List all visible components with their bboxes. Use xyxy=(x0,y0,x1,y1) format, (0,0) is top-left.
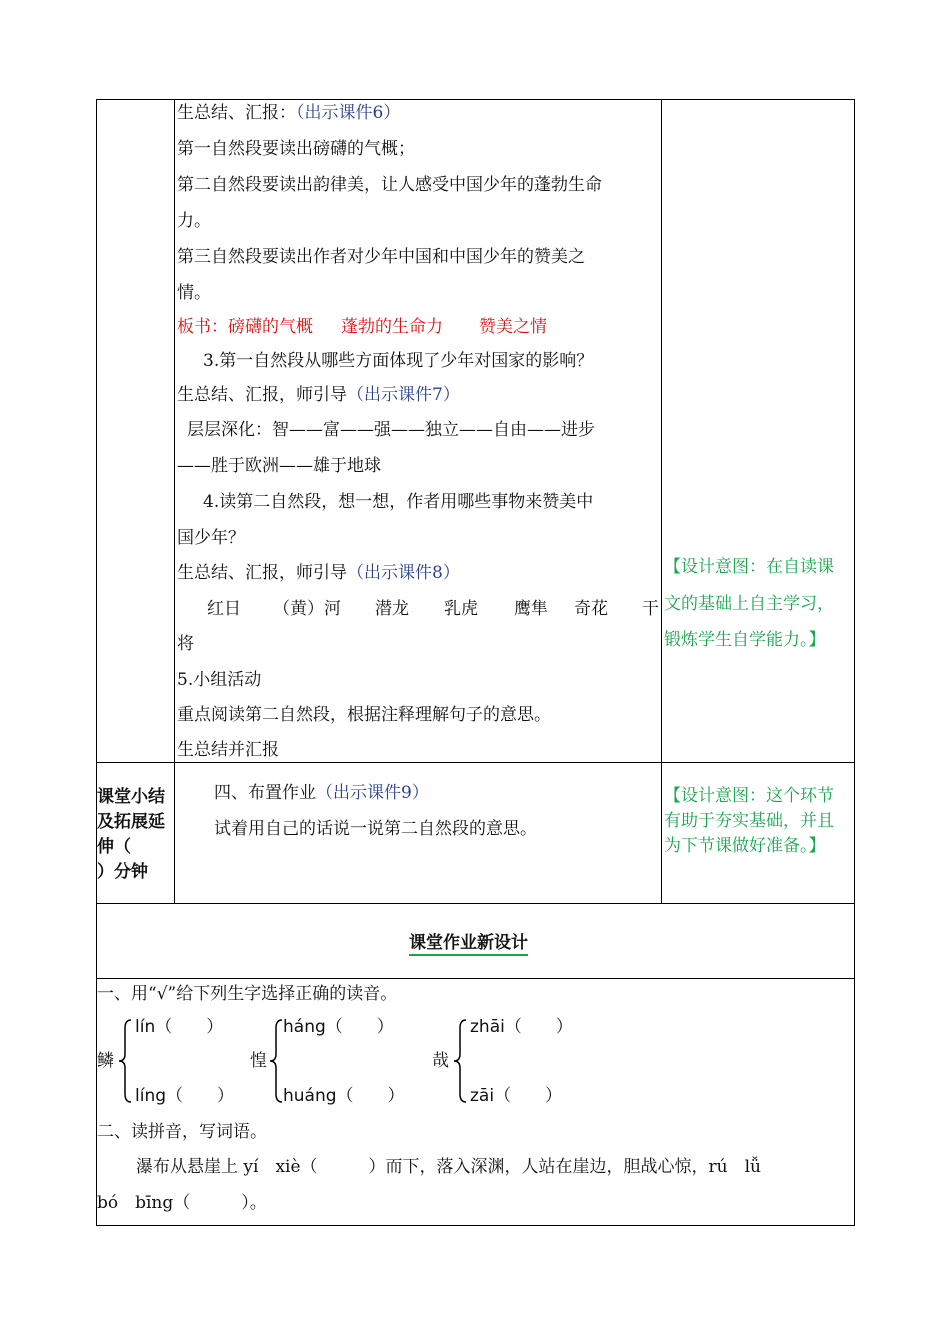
summary-line-1: 生总结、汇报：（出示课件6） xyxy=(177,103,401,123)
char-2: 惶 xyxy=(250,1051,267,1071)
question-5-desc: 重点阅读第二自然段，根据注释理解句子的意思。 xyxy=(177,705,551,725)
design-note-2-line-3: 为下节课做好准备。】 xyxy=(664,836,826,856)
char-3: 哉 xyxy=(432,1051,449,1071)
courseware-note-6: （出示课件6） xyxy=(296,103,401,123)
brace-icon-3 xyxy=(452,1018,468,1104)
design-note-1-line-3: 锻炼学生自学能力。】 xyxy=(664,630,826,650)
col-divider-1 xyxy=(174,99,175,904)
row-divider-3 xyxy=(96,978,855,979)
homework-q2: 二、读拼音，写词语。 xyxy=(97,1122,267,1142)
homework-q1: 一、用“√”给下列生字选择正确的读音。 xyxy=(97,984,398,1004)
summary-line-4: 力。 xyxy=(177,211,211,231)
row2-label-3: 伸（ xyxy=(97,837,131,857)
char-2-option-a: háng（ ） xyxy=(283,1017,394,1037)
summary-line-2: 第一自然段要读出磅礴的气概； xyxy=(177,139,415,159)
table-border-bottom xyxy=(96,1225,855,1226)
thing-3: 潜龙 xyxy=(375,599,409,619)
question-4-line-1: 4.读第二自然段，想一想，作者用哪些事物来赞美中 xyxy=(203,492,594,512)
board-notes: 板书：磅礴的气概 蓬勃的生命力 赞美之情 xyxy=(177,317,547,337)
design-note-1-line-1: 【设计意图：在自读课 xyxy=(664,557,834,577)
design-note-2-line-2: 有助于夯实基础，并且 xyxy=(664,811,834,831)
thing-2: （黄）河 xyxy=(273,599,341,619)
homework-title: 课堂作业新设计 xyxy=(409,932,528,956)
brace-icon-2 xyxy=(268,1018,284,1104)
char-2-option-b: huáng（ ） xyxy=(283,1086,405,1106)
thing-6: 奇花 xyxy=(574,599,608,619)
table-border-top xyxy=(96,99,855,100)
char-3-option-a: zhāi（ ） xyxy=(470,1017,573,1037)
homework-assign-desc: 试着用自己的话说一说第二自然段的意思。 xyxy=(214,819,537,839)
summary-line-3: 第二自然段要读出韵律美，让人感受中国少年的蓬勃生命 xyxy=(177,175,602,195)
char-1-option-a: lín（ ） xyxy=(135,1017,224,1037)
row-divider-1 xyxy=(96,762,855,763)
thing-7-cont: 将 xyxy=(177,634,194,654)
question-3-list-1: 层层深化：智——富——强——独立——自由——进步 xyxy=(187,420,595,440)
row2-label-4: ）分钟 xyxy=(97,862,148,882)
thing-5: 鹰隼 xyxy=(514,599,548,619)
question-4-line-2: 国少年？ xyxy=(177,528,245,548)
courseware-note-8: （出示课件8） xyxy=(347,563,460,583)
design-note-1-line-2: 文的基础上自主学习， xyxy=(664,594,834,614)
question-3-list-2: ——胜于欧洲——雄于地球 xyxy=(177,456,381,476)
question-5: 5.小组活动 xyxy=(177,670,262,690)
question-3-answer: 生总结、汇报，师引导（出示课件7） xyxy=(177,385,460,405)
summary-line-6: 情。 xyxy=(177,283,211,303)
courseware-note-7: （出示课件7） xyxy=(347,385,460,405)
homework-q2-line-1: 瀑布从悬崖上 yí xiè（ ）而下，落入深渊，人站在崖边，胆战心惊，rú lǚ xyxy=(136,1157,761,1177)
char-3-option-b: zāi（ ） xyxy=(470,1086,563,1106)
brace-icon-1 xyxy=(117,1018,133,1104)
row-divider-2 xyxy=(96,903,855,904)
question-5-answer: 生总结并汇报 xyxy=(177,740,279,760)
table-border-right xyxy=(854,99,855,1226)
question-4-answer: 生总结、汇报，师引导（出示课件8） xyxy=(177,563,460,583)
char-1: 鳞 xyxy=(97,1051,114,1071)
design-note-2-line-1: 【设计意图：这个环节 xyxy=(664,786,834,806)
summary-line-5: 第三自然段要读出作者对少年中国和中国少年的赞美之 xyxy=(177,247,585,267)
char-1-option-b: líng（ ） xyxy=(135,1086,235,1106)
courseware-note-9: （出示课件9） xyxy=(316,783,429,803)
row2-label-2: 及拓展延 xyxy=(97,812,165,832)
thing-7: 干 xyxy=(642,599,659,619)
homework-q2-line-2: bó bīng（ ）。 xyxy=(97,1193,267,1213)
row2-label-1: 课堂小结 xyxy=(97,787,165,807)
thing-1: 红日 xyxy=(207,599,241,619)
question-3: 3.第一自然段从哪些方面体现了少年对国家的影响？ xyxy=(203,351,594,371)
homework-assign-title: 四、布置作业（出示课件9） xyxy=(214,783,429,803)
col-divider-2 xyxy=(661,99,662,904)
thing-4: 乳虎 xyxy=(444,599,478,619)
